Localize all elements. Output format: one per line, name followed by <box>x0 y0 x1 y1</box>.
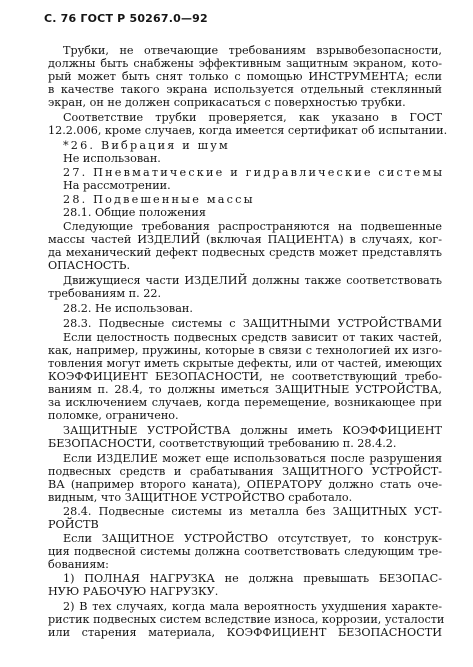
text-line: Если целостность подвесных средств зависит от таких частей, <box>63 331 442 344</box>
text-line: 28.1. Общие положения <box>63 206 206 219</box>
text-line: 28.3. Подвесные системы с ЗАЩИТНЫМИ УСТРОЙСТВАМИ <box>63 317 442 330</box>
text-line: 2) В тех случаях, когда мала вероятность ухудшения характе- <box>63 600 442 613</box>
text-line: или старения материала, КОЭФФИЦИЕНТ БЕЗОПАСНОСТИ <box>48 626 442 639</box>
text-line: Если ИЗДЕЛИЕ может еще использоваться после разрушения <box>63 452 442 465</box>
text-line: требованиям п. 22. <box>48 287 162 300</box>
text-line: да механический дефект подвесных средств может представлять <box>48 246 442 259</box>
text-line: ция подвесной системы должна соответствовать следующим тре- <box>48 545 442 558</box>
text-line: КОЭФФИЦИЕНТ БЕЗОПАСНОСТИ, не соответствующий требо- <box>48 370 442 383</box>
text-line: Не использован. <box>63 152 161 165</box>
text-line: Соответствие трубки проверяется, как указано в ГОСТ <box>63 111 442 124</box>
text-line: 27. Пневматические и гидравлические системы <box>63 166 445 179</box>
text-line: ВА (например второго каната), ОПЕРАТОРУ должно стать оче- <box>48 478 442 491</box>
text-line: НУЮ РАБОЧУЮ НАГРУЗКУ. <box>48 585 219 598</box>
text-line: *26. Вибрация и шум <box>63 139 230 152</box>
text-line: 28.4. Подвесные системы из металла без ЗАЩИТНЫХ УСТ- <box>63 505 442 518</box>
text-line: 28. Подвешенные массы <box>63 193 255 206</box>
text-line: должны быть снабжены эффективным защитным экраном, кото- <box>48 57 442 70</box>
text-line: БЕЗОПАСНОСТИ, соответствующий требованию п. 28.4.2. <box>48 437 397 450</box>
text-line: экран, он не должен соприкасаться с поверхностью трубки. <box>48 96 406 109</box>
text-line: 28.2. Не использован. <box>63 302 193 315</box>
text-line: 12.2.006, кроме случаев, когда имеется сертификат об испытании. <box>48 124 448 137</box>
text-line: РОЙСТВ <box>48 518 99 531</box>
text-line: ристик подвесных систем вследствие износа, коррозии, усталости <box>48 613 445 626</box>
text-line: Трубки, не отвечающие требованиям взрывобезопасности, <box>63 44 442 57</box>
text-line: Следующие требования распространяются на подвешенные <box>63 220 442 233</box>
text-line: ЗАЩИТНЫЕ УСТРОЙСТВА должны иметь КОЭФФИЦИЕНТ <box>63 424 442 437</box>
text-line: На рассмотрении. <box>63 179 171 192</box>
text-line: за исключением случаев, когда перемещение, возникающее при <box>48 396 442 409</box>
text-line: как, например, пружины, которые в связи с технологией их изго- <box>48 344 442 357</box>
text-line: ваниям п. 28.4, то должны иметься ЗАЩИТНЫЕ УСТРОЙСТВА, <box>48 383 442 396</box>
text-line: бованиям: <box>48 558 109 571</box>
text-line: поломке, ограничено. <box>48 409 179 422</box>
text-line: видным, что ЗАЩИТНОЕ УСТРОЙСТВО сработало. <box>48 491 353 504</box>
text-line: 1) ПОЛНАЯ НАГРУЗКА не должна превышать БЕЗОПАС- <box>63 572 442 585</box>
text-line: рый может быть снят только с помощью ИНСТРУМЕНТА; если <box>48 70 442 83</box>
page-header: С. 76 ГОСТ Р 50267.0—92 <box>44 12 208 25</box>
text-line: массы частей ИЗДЕЛИЙ (включая ПАЦИЕНТА) в случаях, ког- <box>48 233 442 246</box>
text-line: Движущиеся части ИЗДЕЛИЙ должны также соответствовать <box>63 274 442 287</box>
text-line: в качестве такого экрана используется отдельный стеклянный <box>48 83 442 96</box>
text-line: подвесных средств и срабатывания ЗАЩИТНОГО УСТРОЙСТ- <box>48 465 442 478</box>
text-line: товления могут иметь скрытые дефекты, или от частей, имеющих <box>48 357 442 370</box>
text-line: ОПАСНОСТЬ. <box>48 259 131 272</box>
text-line: Если ЗАЩИТНОЕ УСТРОЙСТВО отсутствует, то конструк- <box>63 532 442 545</box>
